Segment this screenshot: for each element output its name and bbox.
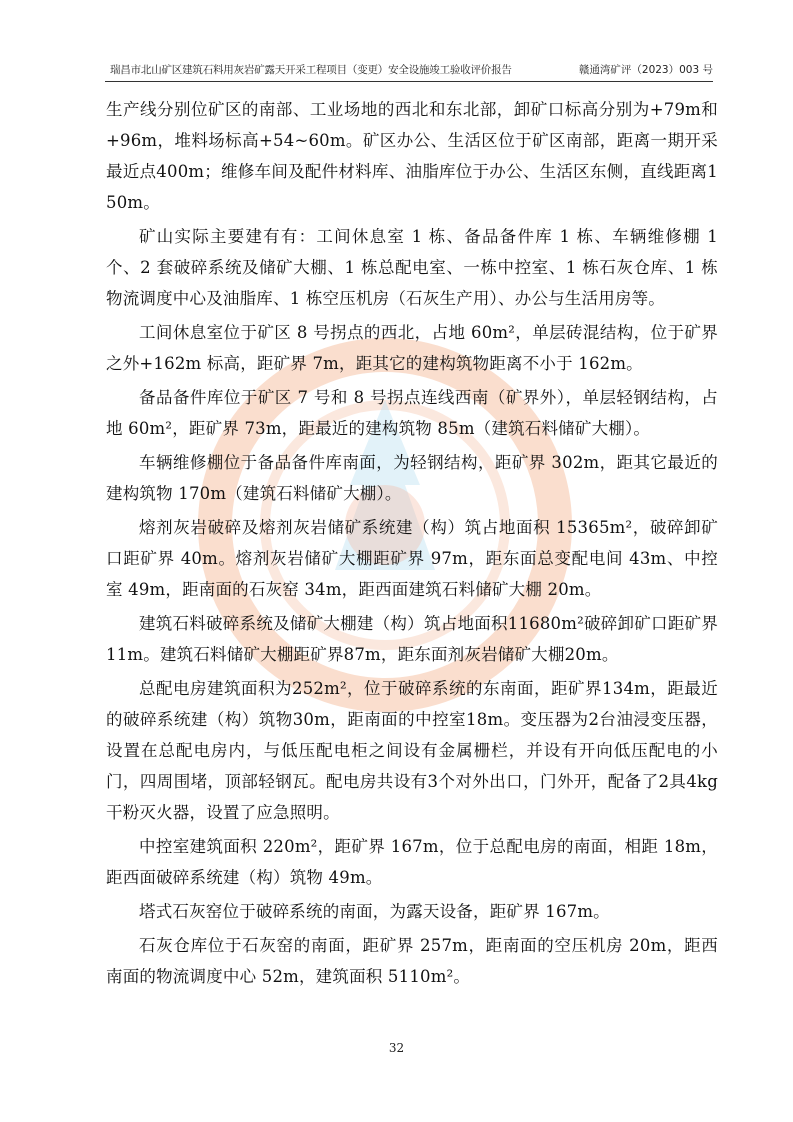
paragraph: 车辆维修棚位于备品备件库南面，为轻钢结构，距矿界 302m，距其它最近的建构筑物 170m（建筑石料储矿大棚）。	[106, 453, 718, 503]
paragraph: 备品备件库位于矿区 7 号和 8 号拐点连线西南（矿界外），单层轻钢结构，占地 60m²，距矿界 73m，距最近的建构筑物 85m（建筑石料储矿大棚）。	[106, 388, 718, 438]
header-report-number: 赣通湾矿评（2023）003 号	[578, 64, 713, 76]
paragraph: 生产线分别位矿区的南部、工业场地的西北和东北部，卸矿口标高分别为+79m和+96m，堆料场标高+54~60m。矿区办公、生活区位于矿区南部，距离一期开采最近点400m；维修车间及配件材料库、油脂库位于办公、生活区东侧，直线距离150m。	[106, 100, 718, 212]
paragraph: 熔剂灰岩破碎及熔剂灰岩储矿系统建（构）筑占地面积 15365m²，破碎卸矿口距矿界 40m。熔剂灰岩储矿大棚距矿界 97m，距东面总变配电间 43m、中控室 49m，距南面的石灰窑 34m，距西面建筑石料储矿大棚 20m。	[106, 518, 718, 599]
header-title: 瑞昌市北山矿区建筑石料用灰岩矿露天开采工程项目（变更）安全设施竣工验收评价报告	[110, 64, 512, 76]
paragraph: 矿山实际主要建有有：工间休息室 1 栋、备品备件库 1 栋、车辆维修棚 1 个、2 套破碎系统及储矿大棚、1 栋总配电室、一栋中控室、1 栋石灰仓库、1 栋物流调度中心及油脂库、1 栋空压机房（石灰生产用）、办公与生活用房等。	[106, 227, 718, 308]
running-header	[110, 62, 713, 80]
paragraph: 石灰仓库位于石灰窑的南面，距矿界 257m，距南面的空压机房 20m，距西南面的物流调度中心 52m，建筑面积 5110m²。	[106, 936, 718, 986]
paragraph: 工间休息室位于矿区 8 号拐点的西北，占地 60m²，单层砖混结构，位于矿界之外+162m 标高，距矿界 7m，距其它的建构筑物距离不小于 162m。	[106, 323, 718, 373]
paragraph: 中控室建筑面积 220m²，距矿界 167m，位于总配电房的南面，相距 18m，距西面破碎系统建（构）筑物 49m。	[106, 837, 718, 887]
paragraph: 建筑石料破碎系统及储矿大棚建（构）筑占地面积11680m²破碎卸矿口距矿界11m。建筑石料储矿大棚距矿界87m，距东面剂灰岩储矿大棚20m。	[106, 614, 718, 664]
page-number: 32	[388, 1041, 405, 1055]
paragraph: 塔式石灰窑位于破碎系统的南面，为露天设备，距矿界 167m。	[139, 902, 610, 921]
header-divider	[105, 81, 713, 82]
paragraph: 总配电房建筑面积为252m²，位于破碎系统的东南面，距矿界134m，距最近的破碎系统建（构）筑物30m，距南面的中控室18m。变压器为2台油浸变压器，设置在总配电房内，与低压配电柜之间设有金属栅栏，并设有开向低压配电的小门，四周围堵，顶部轻钢瓦。配电房共设有3个对外出口，门外开，配备了2具4kg干粉灭火器，设置了应急照明。	[106, 679, 718, 822]
body-text	[106, 94, 718, 995]
